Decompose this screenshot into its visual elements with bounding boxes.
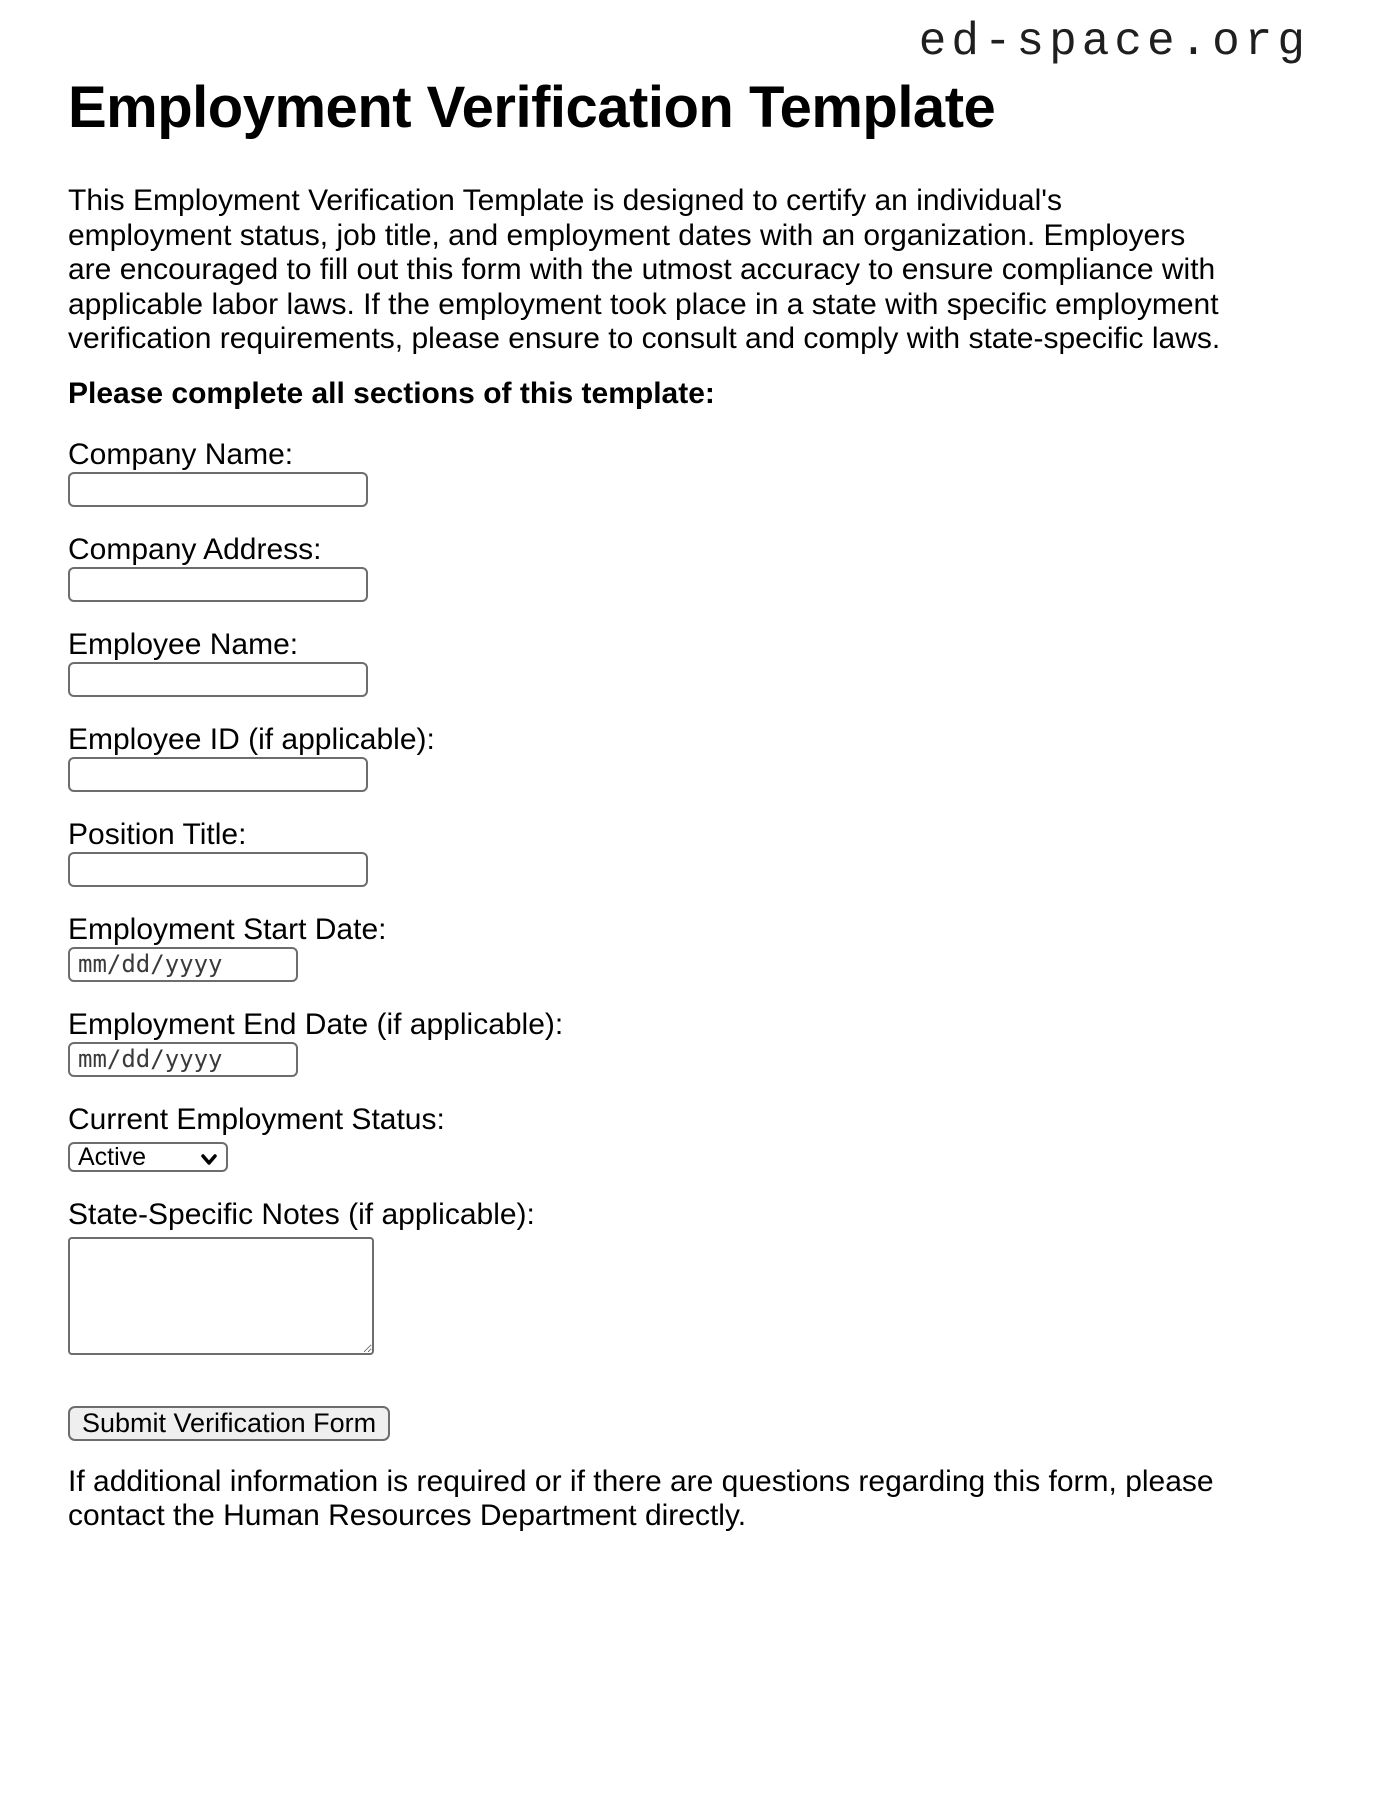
state-notes-label: State-Specific Notes (if applicable): [68,1197,535,1231]
state-notes-textarea[interactable] [68,1237,374,1355]
employee-id-label: Employee ID (if applicable): [68,722,435,756]
company-address-label: Company Address: [68,532,322,566]
start-date-input[interactable] [68,947,298,982]
employee-name-input[interactable] [68,662,368,697]
chevron-down-icon [198,1148,220,1170]
end-date-input[interactable] [68,1042,298,1077]
form-group-employee-id [68,722,1310,792]
instruction-heading: Please complete all sections of this template: [68,376,715,410]
start-date-label: Employment Start Date: [68,912,387,946]
employee-id-input[interactable] [68,757,368,792]
employee-name-label: Employee Name: [68,627,299,661]
form-group-end-date [68,1007,1310,1077]
submit-button[interactable]: Submit Verification Form [68,1406,390,1441]
form-group-company-name [68,437,1310,507]
company-name-label: Company Name: [68,437,294,471]
employment-verification-form [68,437,1310,1441]
site-logo: ed-space.org [918,16,1310,68]
form-group-start-date [68,912,1310,982]
page-title: Employment Verification Template [68,75,996,140]
form-group-state-notes [68,1197,1310,1355]
footer-note: If additional information is required or if there are questions regarding this form, please contact the Human Resources Department directly. [68,1464,1214,1532]
employment-status-label: Current Employment Status: [68,1102,445,1136]
employment-status-value: Active [78,1142,147,1171]
company-address-input[interactable] [68,567,368,602]
position-title-input[interactable] [68,852,368,887]
end-date-label: Employment End Date (if applicable): [68,1007,564,1041]
form-group-employment-status [68,1102,1310,1172]
form-group-company-address [68,532,1310,602]
position-title-label: Position Title: [68,817,247,851]
form-group-position-title [68,817,1310,887]
form-group-employee-name [68,627,1310,697]
company-name-input[interactable] [68,472,368,507]
intro-paragraph: This Employment Verification Template is designed to certify an individual's employment status, job title, and employment dates with an organization. Employers are encouraged to fill out this form with the utmost accuracy to ensure compliance with applicable labor laws. If the employment took place in a state with specific employment verification requirements, please ensure to consult and comply with state-specific laws. [68,184,1221,355]
employment-status-select[interactable] [68,1142,228,1172]
